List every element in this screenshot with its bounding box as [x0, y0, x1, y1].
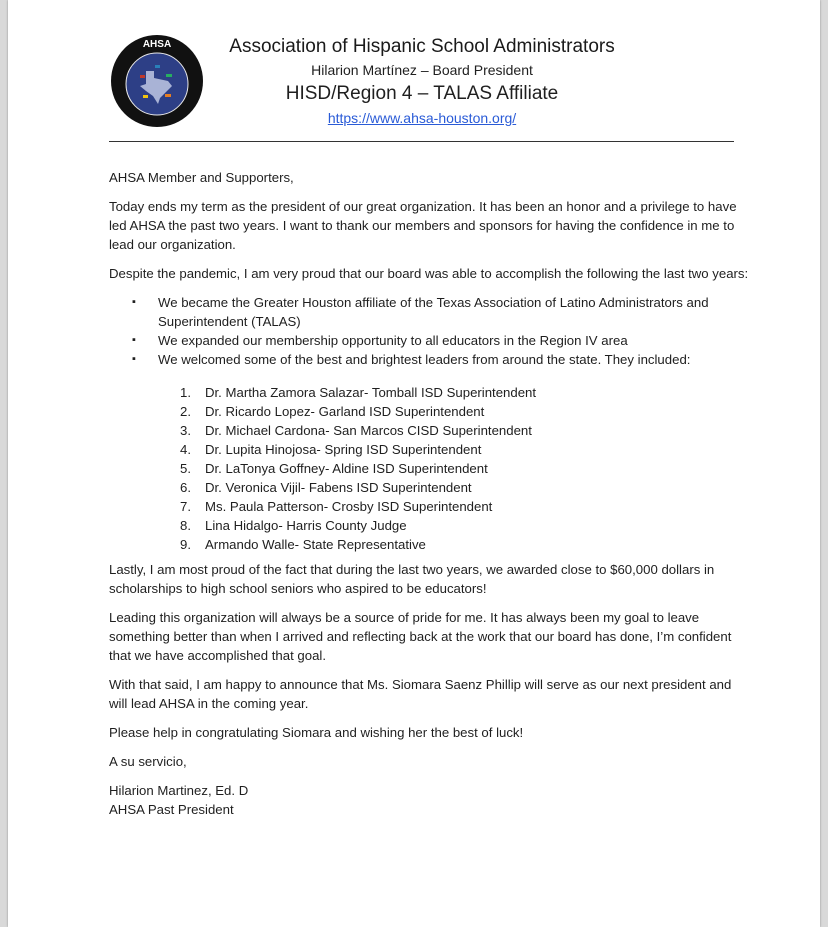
signer-title: AHSA Past President [109, 802, 234, 817]
bullet-icon: ▪ [132, 334, 136, 346]
leader-text: Dr. Martha Zamora Salazar- Tomball ISD Superintendent [205, 385, 537, 400]
list-number: 4. [180, 442, 191, 457]
salutation: AHSA Member and Supporters, [109, 170, 294, 185]
list-item [109, 440, 749, 459]
paragraph-pride: Leading this organization will always be a source of pride for me. It has always been my goal to leave something better than when I arrived and reflecting back at the work that our board has done, I’m confident that we have accomplished that goal. [109, 610, 732, 663]
list-number: 3. [180, 423, 191, 438]
list-number: 2. [180, 404, 191, 419]
leader-text: Dr. Ricardo Lopez- Garland ISD Superintendent [205, 404, 485, 419]
letter-body [109, 168, 749, 819]
letterhead [213, 35, 631, 128]
document-page [8, 0, 820, 927]
affiliate-line: HISD/Region 4 – TALAS Affiliate [285, 83, 559, 104]
paragraph-term-ends: Today ends my term as the president of our great organization. It has been an honor and a privilege to have led AHSA the past two years. I want to thank our members and sponsors for having the confidence in me to lead our organization. [109, 199, 737, 252]
closing: A su servicio, [109, 754, 187, 769]
list-number: 7. [180, 499, 191, 514]
paragraph-accomplishments: Despite the pandemic, I am very proud that our board was able to accomplish the following the last two years: [109, 266, 749, 281]
list-item [109, 535, 749, 554]
bullet-icon: ▪ [132, 353, 136, 365]
list-item [109, 331, 749, 350]
list-number: 9. [180, 537, 191, 552]
list-item [109, 478, 749, 497]
bullet-text: We expanded our membership opportunity to all educators in the Region IV area [158, 333, 628, 348]
ahsa-logo [110, 34, 204, 128]
leader-text: Lina Hidalgo- Harris County Judge [205, 518, 407, 533]
list-item [109, 516, 749, 535]
accomplishment-list [109, 293, 749, 369]
president-line: Hilarion Martínez – Board President [311, 62, 533, 78]
bullet-text: We welcomed some of the best and brightest leaders from around the state. They included: [158, 352, 691, 367]
logo-text: AHSA [142, 39, 172, 50]
list-number: 6. [180, 480, 191, 495]
list-item [109, 293, 749, 331]
bullet-icon: ▪ [132, 296, 136, 308]
list-number: 8. [180, 518, 191, 533]
list-item [109, 383, 749, 402]
list-item [109, 402, 749, 421]
list-item [109, 459, 749, 478]
list-item [109, 350, 749, 369]
paragraph-next-president: With that said, I am happy to announce that Ms. Siomara Saenz Phillip will serve as our next president and will lead AHSA in the coming year. [109, 677, 732, 711]
bullet-text: We became the Greater Houston affiliate of the Texas Association of Latino Administrators and Superintendent (TALAS) [158, 295, 709, 329]
website-link[interactable]: https://www.ahsa-houston.org/ [327, 110, 517, 126]
signer-name: Hilarion Martinez, Ed. D [109, 783, 249, 798]
leaders-list [109, 383, 749, 554]
list-item [109, 421, 749, 440]
leader-text: Dr. Michael Cardona- San Marcos CISD Superintendent [205, 423, 532, 438]
leader-text: Dr. Lupita Hinojosa- Spring ISD Superintendent [205, 442, 482, 457]
paragraph-congratulations: Please help in congratulating Siomara and wishing her the best of luck! [109, 725, 524, 740]
leader-text: Armando Walle- State Representative [205, 537, 426, 552]
organization-name: Association of Hispanic School Administrators [229, 36, 615, 57]
list-number: 5. [180, 461, 191, 476]
leader-text: Ms. Paula Patterson- Crosby ISD Superintendent [205, 499, 493, 514]
list-item [109, 497, 749, 516]
leader-text: Dr. Veronica Vijil- Fabens ISD Superintendent [205, 480, 472, 495]
header-divider [109, 141, 734, 142]
list-number: 1. [180, 385, 191, 400]
paragraph-scholarships: Lastly, I am most proud of the fact that during the last two years, we awarded close to $60,000 dollars in scholarships to high school seniors who aspired to be educators! [109, 562, 715, 596]
leader-text: Dr. LaTonya Goffney- Aldine ISD Superintendent [205, 461, 488, 476]
